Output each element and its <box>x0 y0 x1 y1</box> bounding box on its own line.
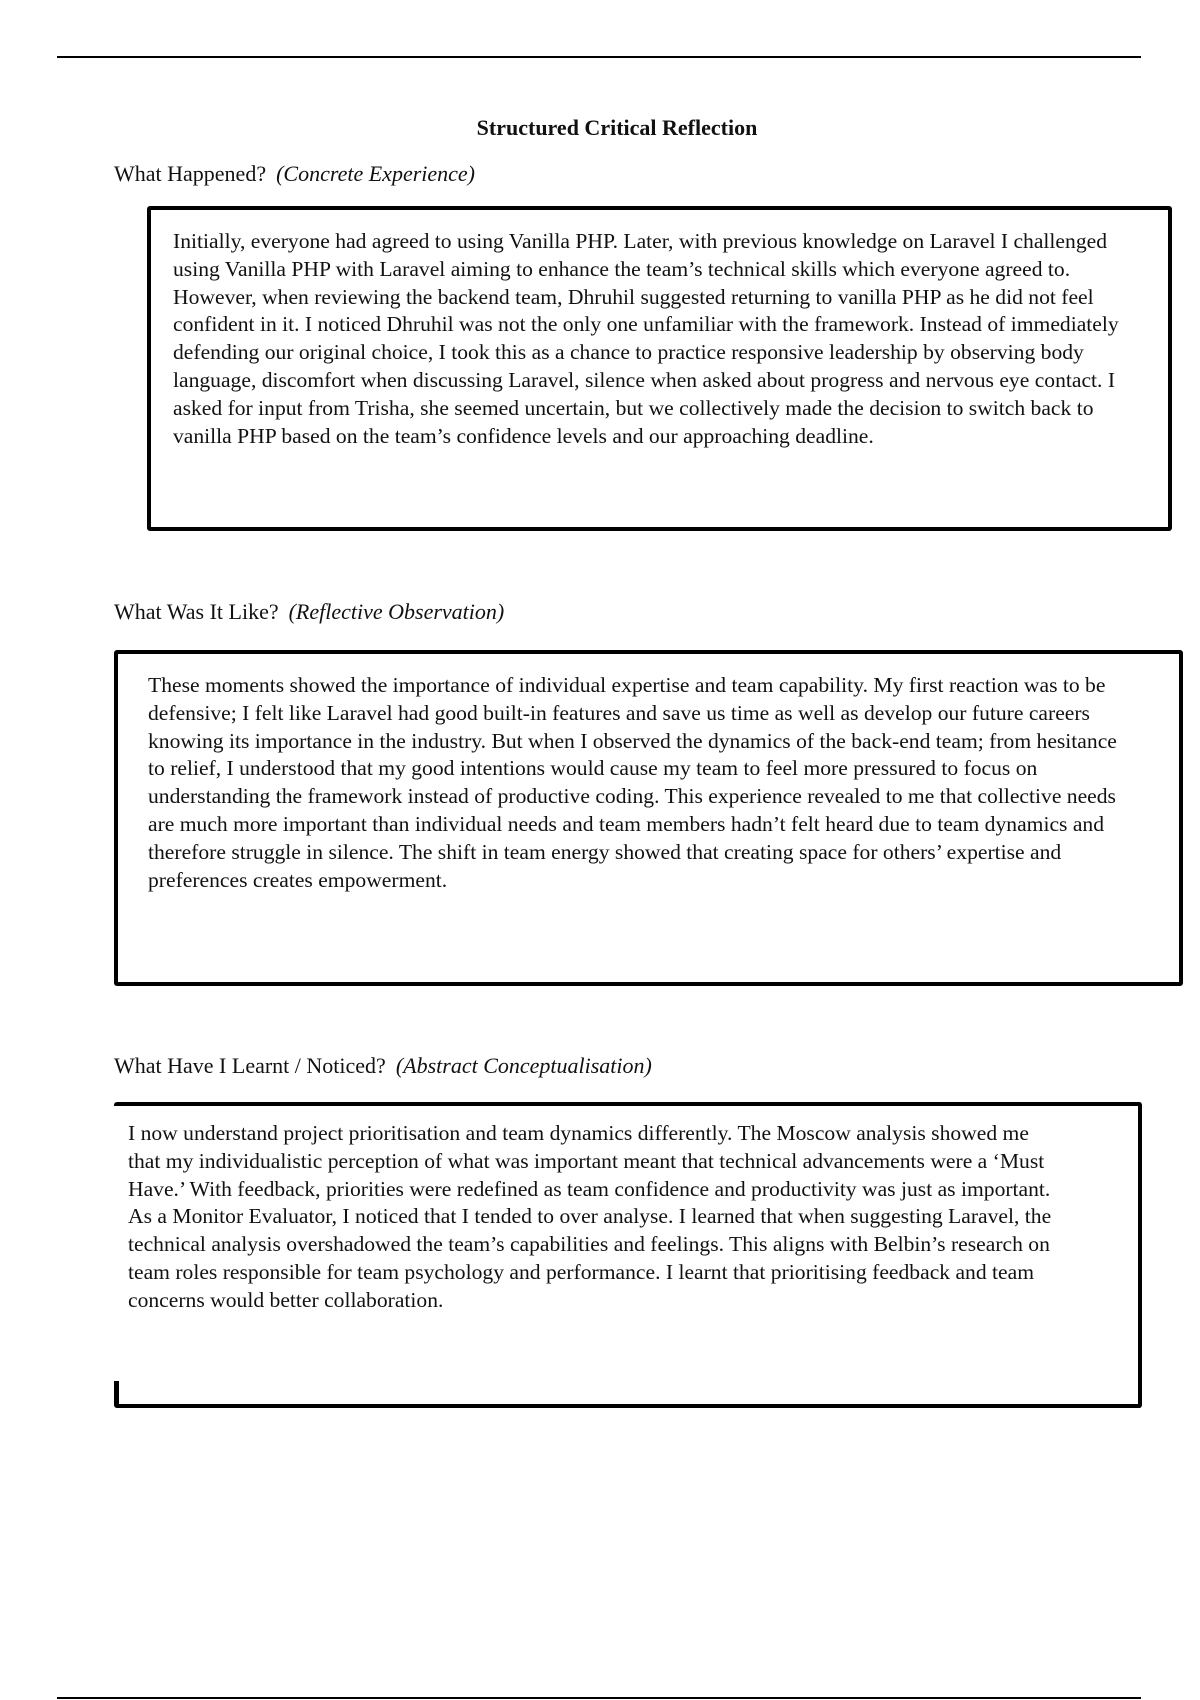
section-heading-label: What Have I Learnt / Noticed? <box>114 1053 386 1078</box>
section-heading-what-happened <box>114 160 475 188</box>
section-subheading: (Concrete Experience) <box>276 161 476 186</box>
footer-rule <box>57 1697 1141 1699</box>
header-rule <box>57 56 1141 58</box>
document-title: Structured Critical Reflection <box>476 115 758 140</box>
abstract-conceptualisation-text: I now understand project prioritisation and team dynamics differently. The Moscow analysis showed me that my individualistic perception of what was important meant that technical advancements were a ‘Must Have.’ With feedback, priorities were redefined as team confidence and productivity was just as important. As a Monitor Evaluator, I noticed that I tended to over analyse. I learned that when suggesting Laravel, the technical analysis overshadowed the team’s capabilities and feelings. This aligns with Belbin’s research on team roles responsible for team psychology and performance. I learnt that prioritising feedback and team concerns would better collaboration. <box>128 1121 1052 1312</box>
reflective-observation-box <box>114 650 1183 986</box>
concrete-experience-box <box>147 206 1172 531</box>
section-subheading: (Abstract Conceptualisation) <box>395 1053 652 1078</box>
reflective-observation-text: These moments showed the importance of individual expertise and team capability. My first reaction was to be defensive; I felt like Laravel had good built-in features and save us time as well as develop our future careers knowing its importance in the industry. But when I observed the dynamics of the back-end team; from hesitance to relief, I understood that my good intentions would cause my team to feel more pressured to focus on understanding the framework instead of productive coding. This experience revealed to me that collective needs are much more important than individual needs and team members hadn’t felt heard due to team dynamics and therefore struggle in silence. The shift in team energy showed that creating space for others’ expertise and preferences creates empowerment. <box>148 673 1117 892</box>
section-heading-label: What Happened? <box>114 161 267 186</box>
concrete-experience-text: Initially, everyone had agreed to using Vanilla PHP. Later, with previous knowledge on Laravel I challenged using Vanilla PHP with Laravel aiming to enhance the team’s technical skills which everyone agreed to. However, when reviewing the backend team, Dhruhil suggested returning to vanilla PHP as he did not feel confident in it. I noticed Dhruhil was not the only one unfamiliar with the framework. Instead of immediately defending our original choice, I took this as a chance to practice responsive leadership by observing body language, discomfort when discussing Laravel, silence when asked about progress and nervous eye contact. I asked for input from Trisha, she seemed uncertain, but we collectively made the decision to switch back to vanilla PHP based on the team’s confidence levels and our approaching deadline. <box>173 229 1119 448</box>
section-subheading: (Reflective Observation) <box>288 599 505 624</box>
section-heading-what-was-it-like <box>114 598 504 626</box>
abstract-conceptualisation-box <box>114 1102 1142 1408</box>
section-heading-label: What Was It Like? <box>114 599 279 624</box>
section-heading-what-have-i-learnt <box>114 1052 652 1080</box>
box-corner-mark <box>114 1381 119 1405</box>
